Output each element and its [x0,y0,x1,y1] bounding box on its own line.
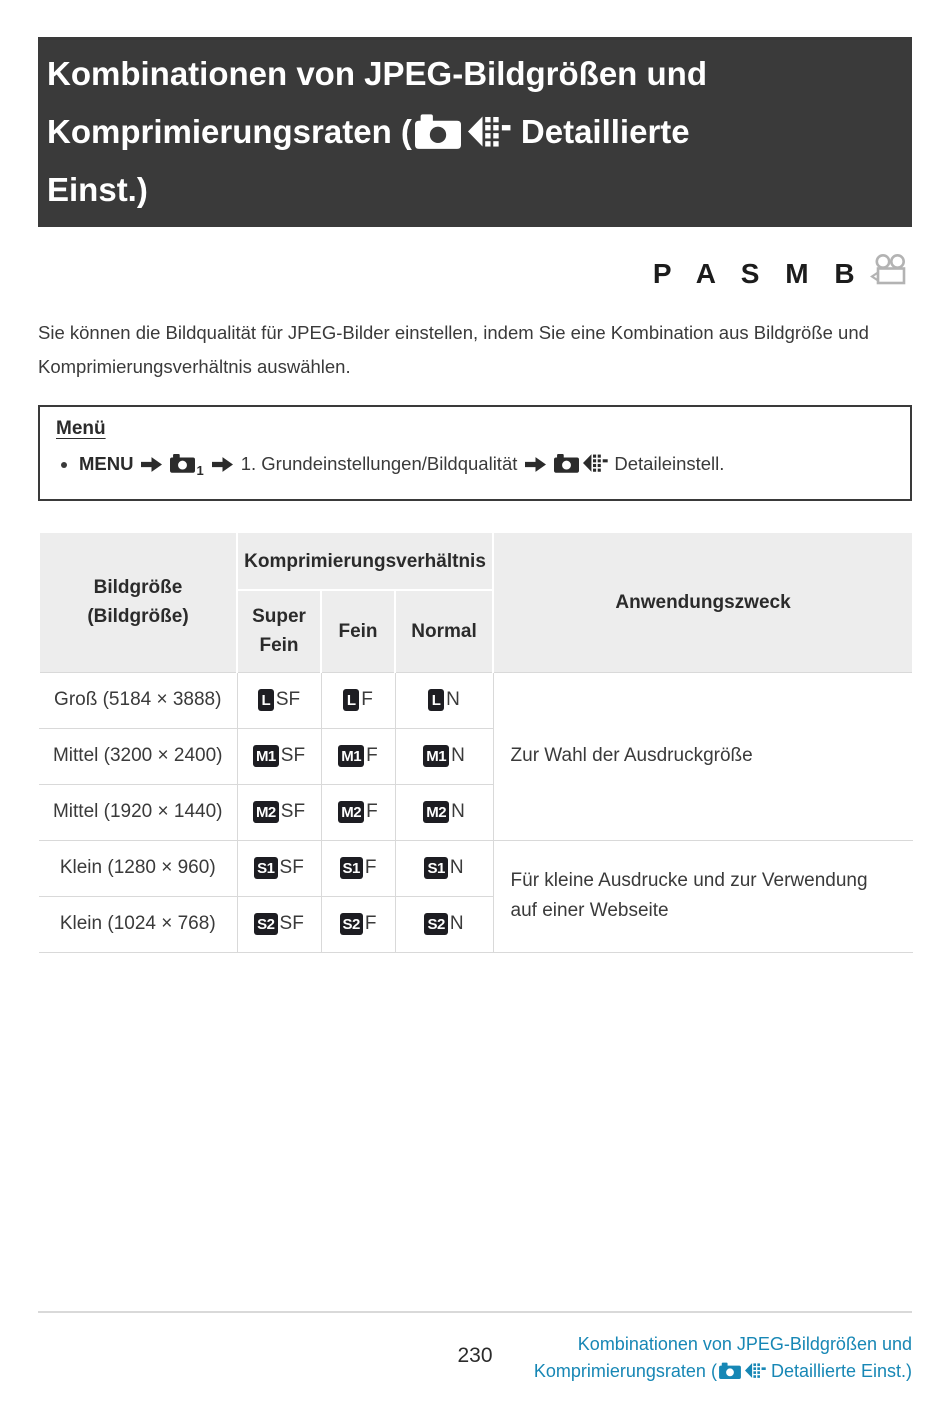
header-super-fine: Super Fein [237,590,321,672]
quality-cell [395,672,493,728]
quality-cell [321,672,395,728]
table-row [39,840,913,896]
size-badge: M2 [338,801,364,823]
header-image-size-line1: Bildgröße [93,577,183,599]
quality-icon [583,453,608,473]
arrow-right-icon [141,457,162,472]
size-badge: M2 [253,801,279,823]
quality-cell [321,784,395,840]
arrow-right-icon [212,457,233,472]
footer-link-line2 [534,1358,912,1385]
header-purpose: Anwendungszweck [493,532,913,672]
size-cell: Mittel (1920 × 1440) [39,784,237,840]
quality-suffix: N [449,857,464,878]
footer-section-link[interactable] [534,1331,912,1385]
footer-link-line1: Kombinationen von JPEG-Bildgrößen und [577,1333,912,1354]
page-title-line2 [47,103,904,161]
quality-cell [237,784,321,840]
quality-suffix: F [364,857,377,878]
size-cell: Klein (1024 × 768) [39,896,237,952]
camera-icon [719,1362,741,1379]
quality-suffix: SF [280,801,306,822]
arrow-right-icon [525,457,546,472]
header-image-size-line2: (Bildgröße) [87,606,189,628]
footer-link-line2-text2: Detaillierte Einst.) [770,1360,912,1381]
quality-cell [395,896,493,952]
menu-button-label: MENU [79,453,134,474]
quality-suffix: F [361,689,373,710]
quality-suffix: SF [280,745,306,766]
size-badge: M1 [338,745,364,767]
header-compression-group: Komprimierungsverhältnis [237,532,493,590]
quality-cell [321,728,395,784]
size-badge: L [428,689,444,711]
menu-heading: Menü [56,418,106,439]
menu-path-item [79,449,894,486]
menu-path-list [56,449,894,486]
quality-cell [395,784,493,840]
size-badge: L [343,689,359,711]
quality-cell [321,896,395,952]
page-title-line2-text: Komprimierungsraten ( [47,113,412,150]
quality-cell [237,672,321,728]
page-footer [38,1331,912,1389]
purpose-cell: Für kleine Ausdrucke und zur Verwendung auf einer Webseite [493,840,913,952]
quality-suffix: N [451,801,465,822]
header-normal: Normal [395,590,493,672]
size-badge: S2 [340,913,363,935]
page-title-line3: Einst.) [47,171,148,208]
menu-path-box [38,405,912,501]
size-badge: L [258,689,274,711]
page-title-line1: Kombinationen von JPEG-Bildgrößen und [47,55,707,92]
shooting-menu-1-camera-icon [170,453,195,473]
size-badge: S1 [340,857,363,879]
quality-suffix: N [446,689,460,710]
jpeg-size-compression-table [38,531,914,953]
footer-link-line2-text: Komprimierungsraten ( [533,1360,717,1381]
quality-suffix: N [449,913,464,934]
size-cell: Groß (5184 × 3888) [39,672,237,728]
header-image-size [39,532,237,672]
header-fine: Fein [321,590,395,672]
quality-suffix: F [366,801,378,822]
quality-suffix: SF [279,857,304,878]
shooting-modes [38,253,912,289]
menu-step2-label: Detaileinstell. [614,453,725,474]
quality-suffix: F [364,913,377,934]
menu-step1-label: 1. Grundeinstellungen/Bildqualität [240,453,518,474]
size-cell: Mittel (3200 × 2400) [39,728,237,784]
size-badge: S2 [254,913,277,935]
mode-letters: P A S M B [652,257,864,289]
camera-icon [415,113,461,149]
quality-cell [237,896,321,952]
purpose-cell: Zur Wahl der Ausdruckgröße [493,672,913,840]
quality-cell [395,840,493,896]
size-badge: S1 [254,857,277,879]
movie-camera-icon [870,253,912,286]
table-row [39,672,913,728]
footer-divider [38,1311,912,1313]
quality-suffix: N [451,745,465,766]
quality-cell [237,840,321,896]
quality-cell [395,728,493,784]
size-badge: S2 [424,913,447,935]
size-cell: Klein (1280 × 960) [39,840,237,896]
quality-suffix: SF [275,689,301,710]
size-badge: M1 [423,745,449,767]
manual-page [0,37,950,1414]
page-title-banner [38,37,912,227]
page-number: 230 [457,1343,493,1367]
quality-cell [321,840,395,896]
quality-icon [468,114,511,149]
page-title-line2-text2: Detaillierte [520,113,690,150]
quality-icon [745,1362,766,1379]
quality-suffix: SF [279,913,304,934]
size-badge: M2 [423,801,449,823]
camera-icon [554,453,579,473]
size-badge: M1 [253,745,279,767]
quality-suffix: F [366,745,378,766]
intro-paragraph: Sie können die Bildqualität für JPEG-Bilder einstellen, indem Sie eine Kombination aus Bildgröße und Komprimierungsverhältnis auswählen. [38,322,869,377]
quality-cell [237,728,321,784]
size-badge: S1 [424,857,447,879]
shooting-menu-1-subscript: 1 [196,463,204,478]
